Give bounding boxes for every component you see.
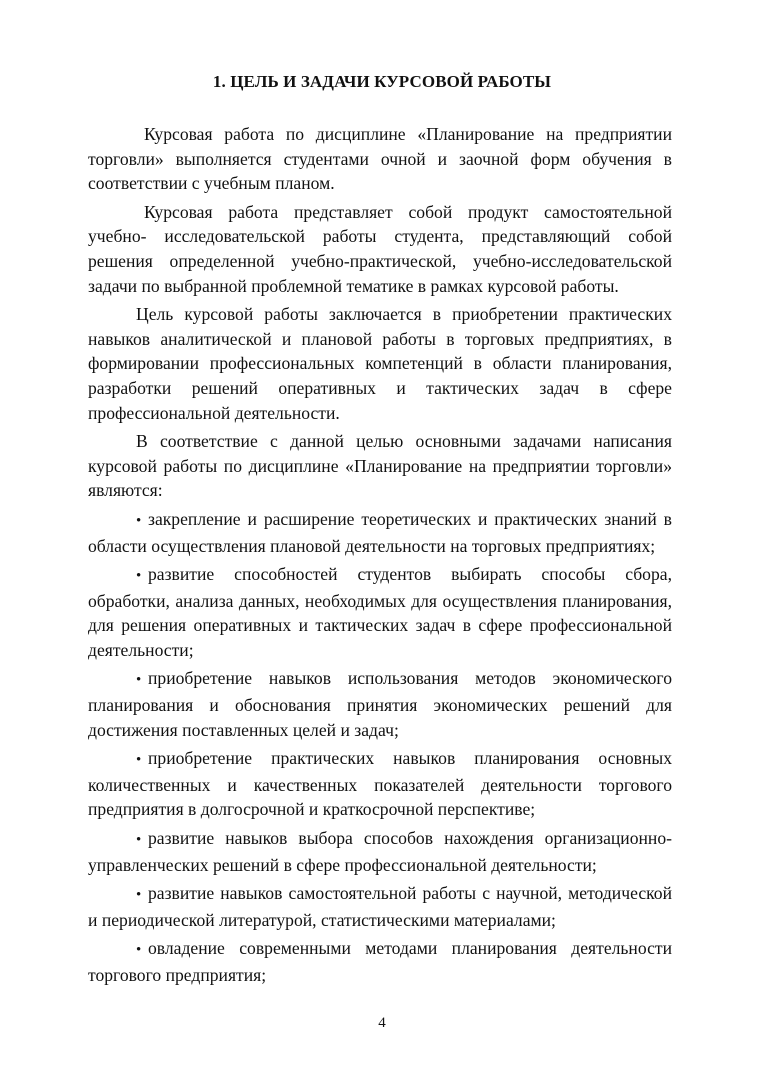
bullet-icon: • bbox=[136, 752, 142, 769]
list-item bbox=[88, 666, 672, 742]
list-item-text: развитие навыков выбора способов нахождения организационно-управленческих решений в сфере профессиональной деятельности; bbox=[88, 828, 672, 875]
list-item-text: закрепление и расширение теоретических и практических знаний в области осуществления плановой деятельности на торговых предприятиях; bbox=[88, 508, 672, 556]
bullet-icon: • bbox=[136, 832, 142, 849]
body-text bbox=[88, 122, 672, 992]
paragraph-tasks-intro: В соответствие с данной целью основными задачами написания курсовой работы по дисциплине «Планирование на предприятии торговли» являются: bbox=[88, 431, 672, 501]
bullet-icon: • bbox=[136, 887, 142, 904]
list-item bbox=[88, 881, 672, 932]
list-item-text: развитие способностей студентов выбирать способы сбора, обработки, анализа данных, необходимых для осуществления планирования, для решения оперативных и тактических задач в сфере профессиональной деятельности; bbox=[88, 564, 672, 660]
bullet-icon: • bbox=[136, 672, 142, 689]
paragraph-definition: Курсовая работа представляет собой продукт самостоятельной учебно- исследовательской работы студента, представляющий собой решения определенной учебно-практической, учебно-исследовательской задачи по выбранной проблемной тематике в рамках курсовой работы. bbox=[88, 201, 672, 296]
list-item-text: овладение современными методами планирования деятельности торгового предприятия; bbox=[88, 938, 672, 985]
bullet-icon: • bbox=[136, 568, 142, 585]
bullet-icon: • bbox=[136, 512, 142, 529]
paragraph-intro: Курсовая работа по дисциплине «Планирование на предприятии торговли» выполняется студентами очной и заочной форм обучения в соответствии с учебным планом. bbox=[88, 124, 672, 194]
list-item bbox=[88, 507, 672, 558]
list-item-text: развитие навыков самостоятельной работы с научной, методической и периодической литературой, статистическими материалами; bbox=[88, 883, 672, 930]
section-heading: 1. ЦЕЛЬ И ЗАДАЧИ КУРСОВОЙ РАБОТЫ bbox=[212, 72, 552, 91]
list-item bbox=[88, 746, 672, 822]
list-item bbox=[88, 562, 672, 662]
paragraph-goal: Цель курсовой работы заключается в приобретении практических навыков аналитической и плановой работы в торговых предприятиях, в формировании профессиональных компетенций в области планирования, разработки решений оперативных и тактических задач в сфере профессиональной деятельности. bbox=[88, 304, 672, 423]
list-item-text: приобретение практических навыков планирования основных количественных и качественных показателей деятельности торгового предприятия в долгосрочной и краткосрочной перспективе; bbox=[88, 748, 672, 820]
bullet-icon: • bbox=[136, 942, 142, 959]
list-item-text: приобретение навыков использования методов экономического планирования и обоснования принятия экономических решений для достижения поставленных целей и задач; bbox=[88, 668, 672, 740]
list-item bbox=[88, 826, 672, 877]
page-number: 4 bbox=[378, 1015, 386, 1031]
list-item bbox=[88, 936, 672, 987]
